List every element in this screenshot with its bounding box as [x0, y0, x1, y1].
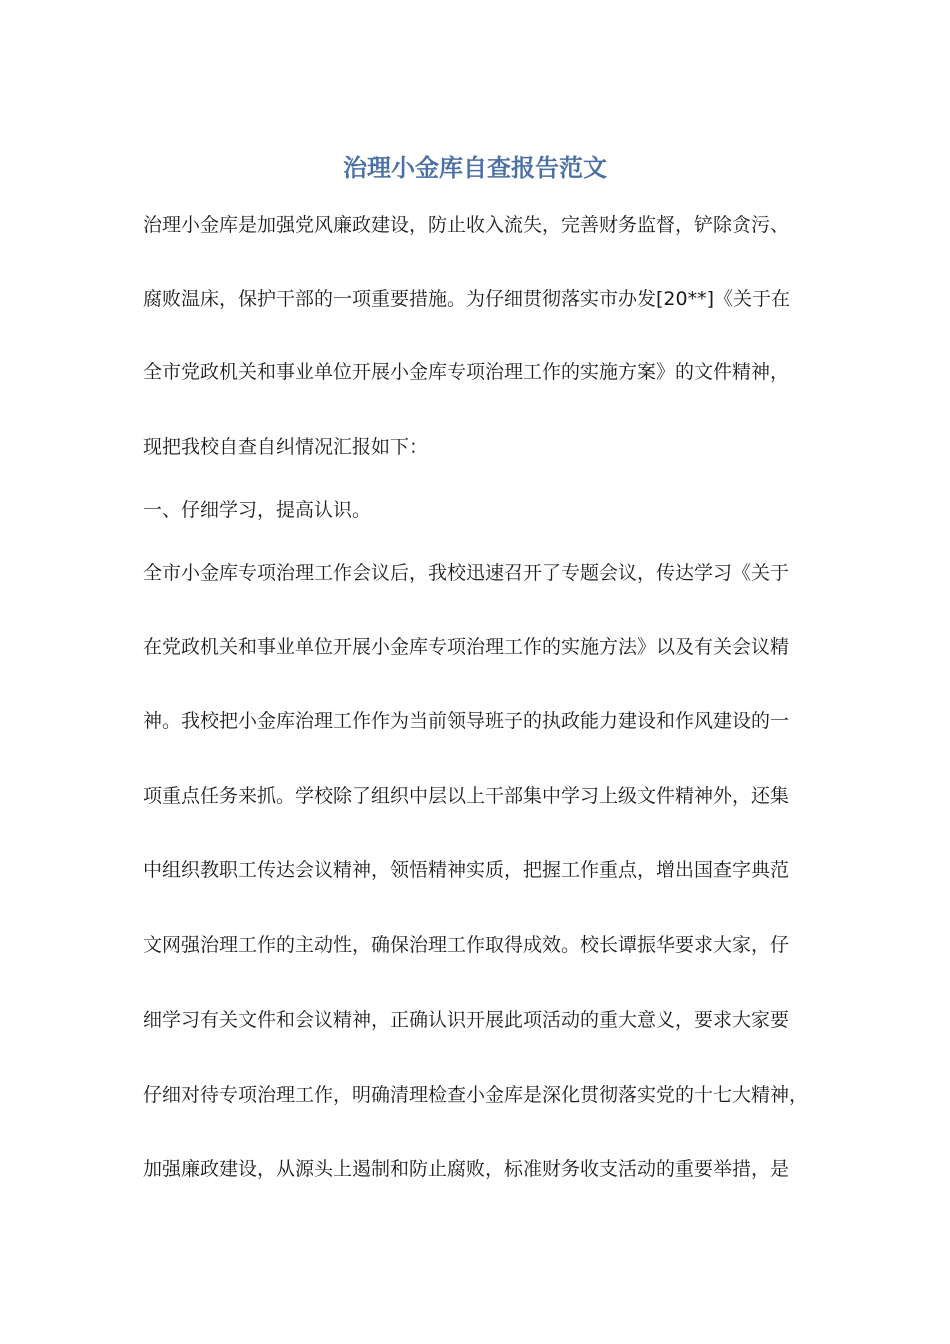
- paragraph-line-5: 全市小金库专项治理工作会议后，我校迅速召开了专题会议，传达学习《关于: [143, 562, 790, 584]
- paragraph-line-6: 在党政机关和事业单位开展小金库专项治理工作的实施方法》以及有关会议精: [143, 636, 790, 658]
- paragraph-line-7: 神。我校把小金库治理工作作为当前领导班子的执政能力建设和作风建设的一: [143, 710, 790, 732]
- document-title: 治理小金库自查报告范文: [343, 153, 607, 182]
- paragraph-line-11: 细学习有关文件和会议精神，正确认识开展此项活动的重大意义，要求大家要: [143, 1009, 790, 1031]
- paragraph-line-9: 中组织教职工传达会议精神，领悟精神实质，把握工作重点，增出国查字典范: [143, 859, 790, 881]
- paragraph-line-13: 加强廉政建设，从源头上遏制和防止腐败，标准财务收支活动的重要举措，是: [143, 1158, 790, 1180]
- paragraph-line-8: 项重点任务来抓。学校除了组织中层以上干部集中学习上级文件精神外，还集: [143, 785, 790, 807]
- paragraph-line-1: 治理小金库是加强党风廉政建设，防止收入流失，完善财务监督，铲除贪污、: [143, 214, 790, 236]
- section-heading-1: 一、仔细学习，提高认识。: [143, 499, 372, 521]
- paragraph-line-4: 现把我校自查自纠情况汇报如下：: [143, 436, 429, 458]
- paragraph-line-12: 仔细对待专项治理工作，明确清理检查小金库是深化贯彻落实党的十七大精神，: [143, 1084, 809, 1106]
- paragraph-line-10: 文网强治理工作的主动性，确保治理工作取得成效。校长谭振华要求大家，仔: [143, 934, 790, 956]
- paragraph-line-2: 腐败温床，保护干部的一项重要措施。为仔细贯彻落实市办发[20**]《关于在: [143, 288, 791, 310]
- paragraph-line-3: 全市党政机关和事业单位开展小金库专项治理工作的实施方案》的文件精神，: [143, 361, 790, 383]
